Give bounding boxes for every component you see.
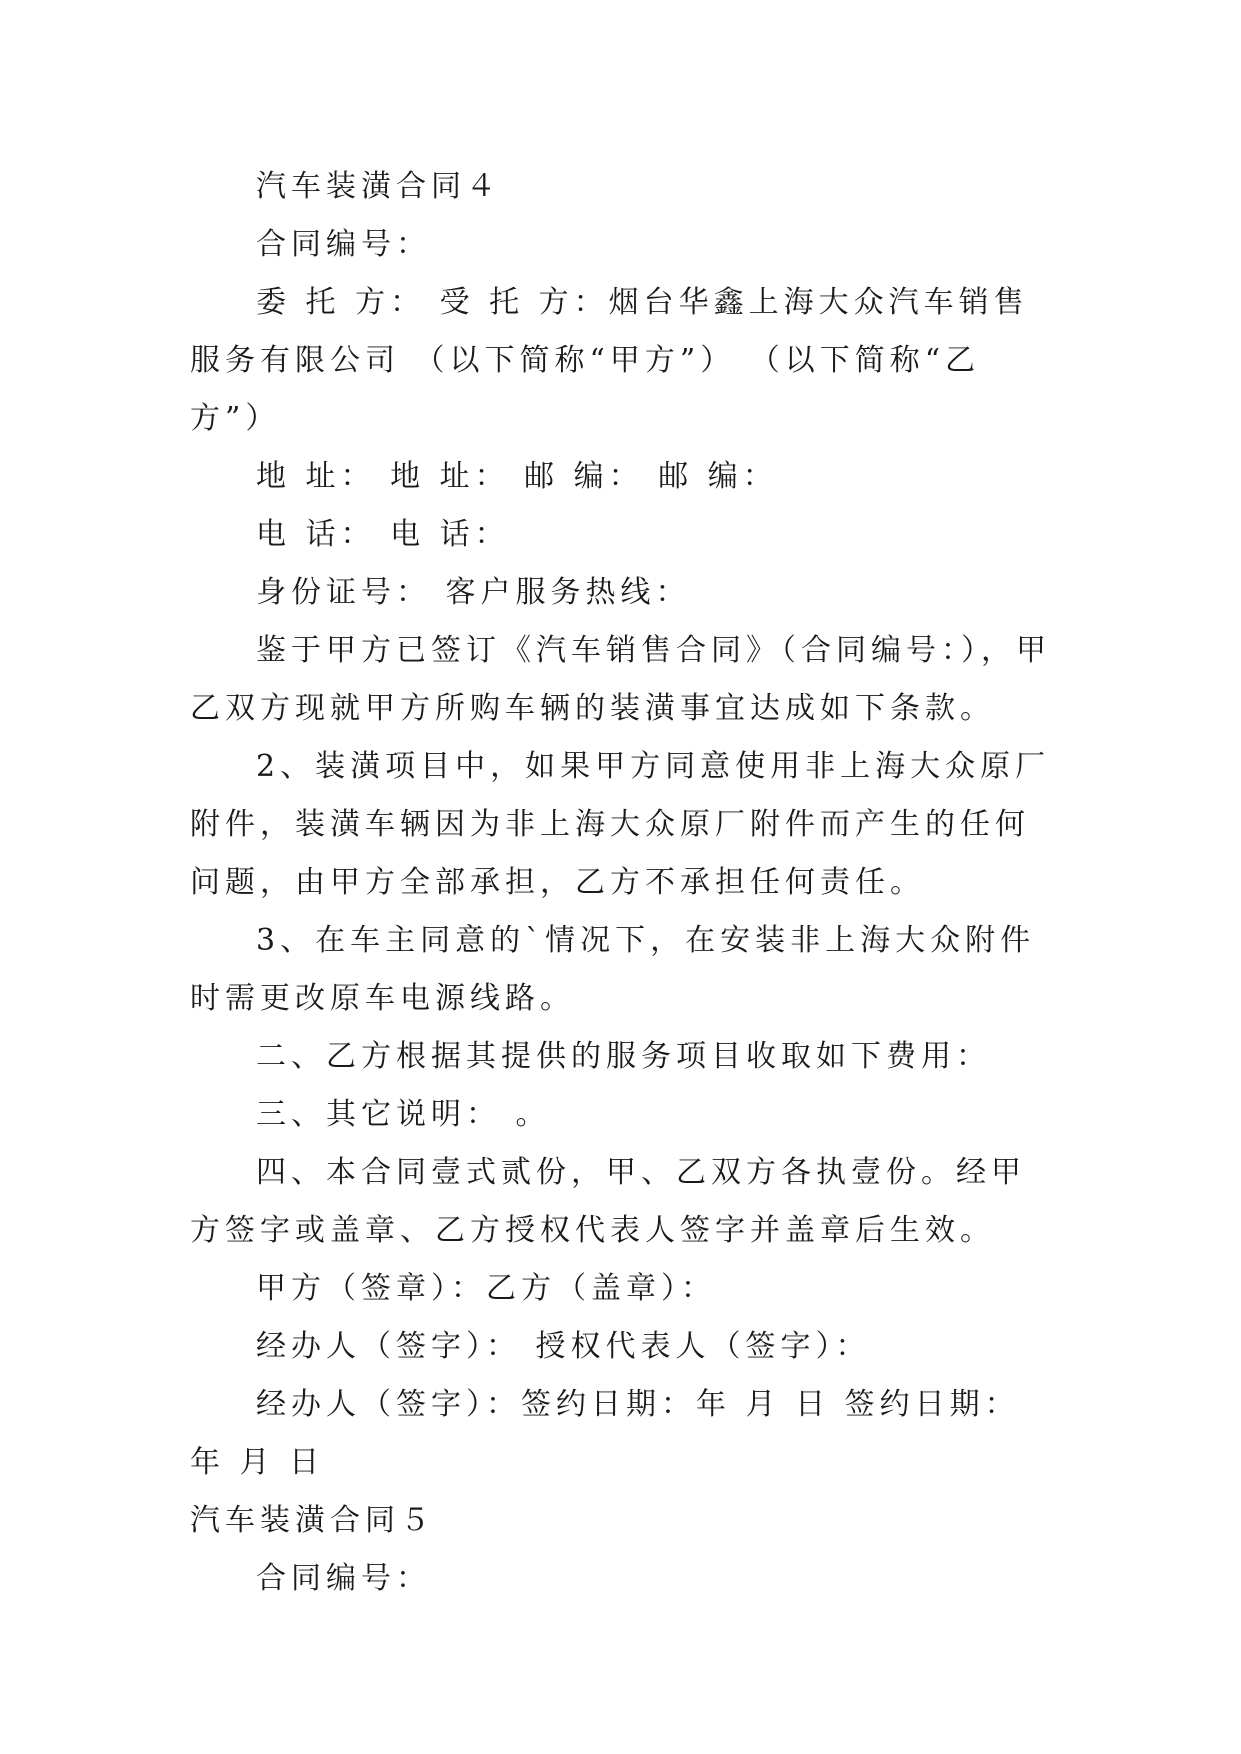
paragraph-section-2: 二、乙方根据其提供的服务项目收取如下费用： <box>256 1039 991 1074</box>
paragraph-contract-no-5: 合同编号： <box>256 1561 431 1596</box>
paragraph-signature-seal: 甲方（签章）：乙方（盖章）： <box>256 1271 716 1306</box>
paragraph-title-4: 汽车装潢合同４ <box>256 169 501 204</box>
paragraph-title-5: 汽车装潢合同５ <box>190 1503 435 1538</box>
paragraph-clause-2: 2、装潢项目中，如果甲方同意使用非上海大众原厂附件，装潢车辆因为非上海大众原厂附件而产生的任何问题，由甲方全部承担，乙方不承担任何责任。 <box>190 749 1051 900</box>
paragraph-section-4: 四、本合同壹式贰份，甲、乙双方各执壹份。经甲方签字或盖章、乙方授权代表人签字并盖章后生效。 <box>190 1155 1026 1248</box>
paragraph-handler-date: 经办人（签字）：签约日期：年 月 日 签约日期：年 月 日 <box>190 1387 1020 1480</box>
document-page <box>190 158 1052 1608</box>
paragraph-phone: 电 话： 电 话： <box>256 517 510 552</box>
paragraph-clause-3: 3、在车主同意的`情况下，在安装非上海大众附件时需更改原车电源线路。 <box>190 923 1036 1016</box>
paragraph-address: 地 址： 地 址： 邮 编： 邮 编： <box>256 459 778 494</box>
paragraph-contract-no-4: 合同编号： <box>256 227 431 262</box>
paragraph-parties: 委 托 方： 受 托 方：烟台华鑫上海大众汽车销售服务有限公司 （以下简称“甲方”） （以下简称“乙方”） <box>190 285 1029 436</box>
paragraph-handler-rep: 经办人（签字）： 授权代表人（签字）： <box>256 1329 871 1364</box>
paragraph-id-hotline: 身份证号： 客户服务热线： <box>256 575 691 610</box>
paragraph-section-3: 三、其它说明： 。 <box>256 1097 551 1132</box>
paragraph-preamble: 鉴于甲方已签订《汽车销售合同》（合同编号：），甲乙双方现就甲方所购车辆的装潢事宜达成如下条款。 <box>190 633 1051 726</box>
